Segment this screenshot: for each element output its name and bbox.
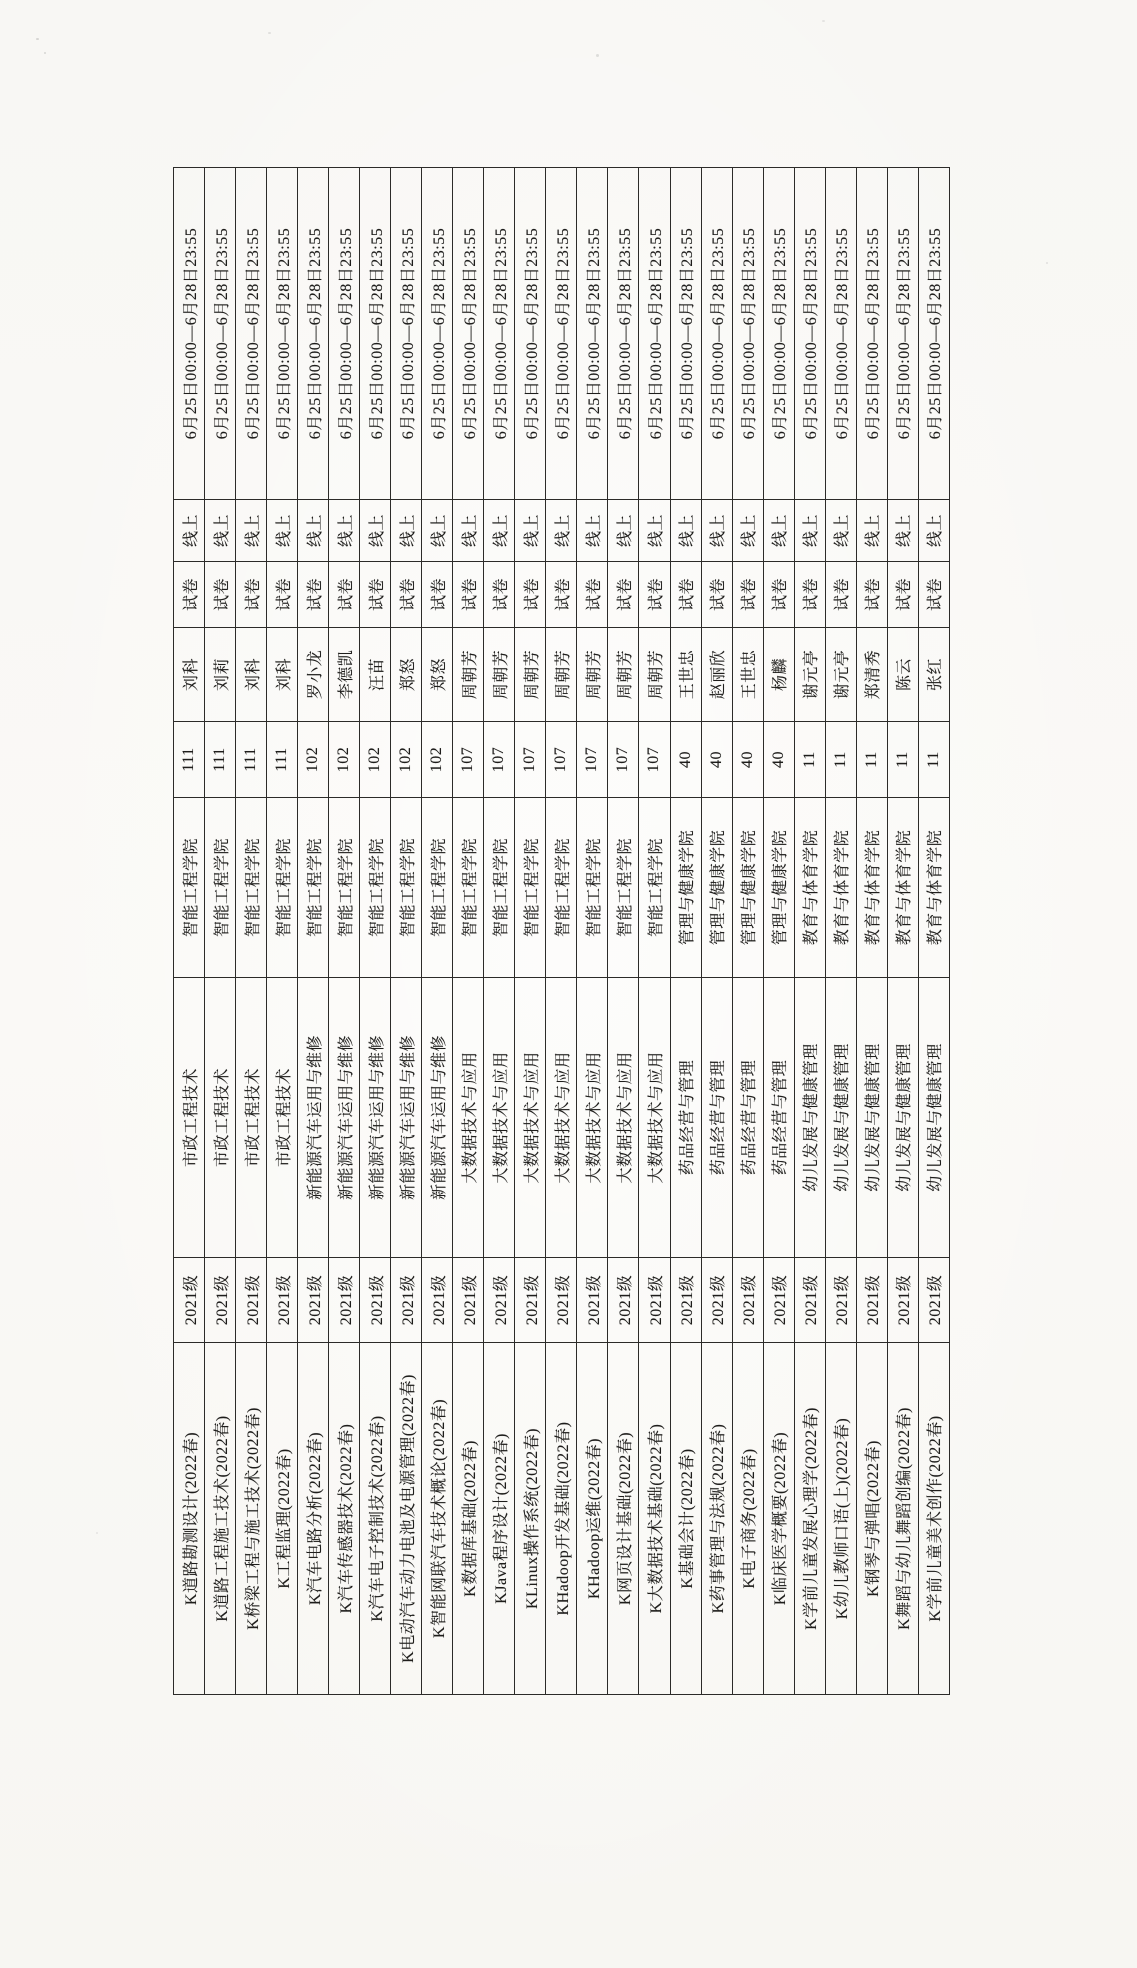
cell-exam-type: 试卷 <box>360 562 391 628</box>
cell-major: 大数据技术与应用 <box>639 978 670 1258</box>
exam-table-body <box>174 168 950 1695</box>
cell-course-name: K药事管理与法规(2022春) <box>701 1343 732 1695</box>
cell-major: 大数据技术与应用 <box>546 978 577 1258</box>
cell-room-number: 40 <box>732 722 763 798</box>
cell-exam-type: 试卷 <box>577 562 608 628</box>
cell-grade: 2021级 <box>360 1258 391 1343</box>
cell-exam-time: 6月25日00:00—6月28日23:55 <box>453 168 484 500</box>
cell-exam-type: 试卷 <box>329 562 360 628</box>
table-row <box>763 168 794 1695</box>
cell-exam-type: 试卷 <box>267 562 298 628</box>
cell-exam-mode: 线上 <box>236 500 267 562</box>
cell-exam-time: 6月25日00:00—6月28日23:55 <box>701 168 732 500</box>
cell-teacher: 郑清秀 <box>856 628 887 722</box>
cell-teacher: 杨麟 <box>763 628 794 722</box>
cell-exam-mode: 线上 <box>391 500 422 562</box>
cell-exam-mode: 线上 <box>887 500 918 562</box>
cell-grade: 2021级 <box>329 1258 360 1343</box>
cell-exam-mode: 线上 <box>732 500 763 562</box>
cell-exam-mode: 线上 <box>794 500 825 562</box>
cell-room-number: 107 <box>453 722 484 798</box>
cell-course-name: K舞蹈与幼儿舞蹈创编(2022春) <box>887 1343 918 1695</box>
cell-college: 智能工程学院 <box>329 798 360 978</box>
cell-teacher: 罗小龙 <box>298 628 329 722</box>
cell-grade: 2021级 <box>825 1258 856 1343</box>
cell-room-number: 102 <box>360 722 391 798</box>
cell-college: 智能工程学院 <box>639 798 670 978</box>
cell-exam-mode: 线上 <box>267 500 298 562</box>
table-row <box>391 168 422 1695</box>
cell-college: 智能工程学院 <box>453 798 484 978</box>
cell-major: 市政工程技术 <box>236 978 267 1258</box>
cell-grade: 2021级 <box>391 1258 422 1343</box>
table-row <box>856 168 887 1695</box>
cell-course-name: K网页设计基础(2022春) <box>608 1343 639 1695</box>
cell-exam-mode: 线上 <box>701 500 732 562</box>
table-row <box>732 168 763 1695</box>
cell-room-number: 107 <box>639 722 670 798</box>
cell-major: 新能源汽车运用与维修 <box>298 978 329 1258</box>
table-row <box>546 168 577 1695</box>
cell-teacher: 郑怒 <box>391 628 422 722</box>
cell-room-number: 107 <box>484 722 515 798</box>
cell-room-number: 111 <box>174 722 205 798</box>
cell-exam-type: 试卷 <box>639 562 670 628</box>
table-row <box>887 168 918 1695</box>
cell-exam-type: 试卷 <box>546 562 577 628</box>
cell-exam-mode: 线上 <box>422 500 453 562</box>
cell-major: 幼儿发展与健康管理 <box>918 978 949 1258</box>
table-row <box>515 168 546 1695</box>
cell-grade: 2021级 <box>918 1258 949 1343</box>
cell-college: 管理与健康学院 <box>763 798 794 978</box>
cell-room-number: 11 <box>918 722 949 798</box>
cell-college: 智能工程学院 <box>205 798 236 978</box>
cell-room-number: 11 <box>825 722 856 798</box>
cell-grade: 2021级 <box>267 1258 298 1343</box>
cell-exam-time: 6月25日00:00—6月28日23:55 <box>577 168 608 500</box>
cell-major: 药品经营与管理 <box>732 978 763 1258</box>
cell-course-name: K学前儿童美术创作(2022春) <box>918 1343 949 1695</box>
cell-teacher: 周朝芳 <box>453 628 484 722</box>
table-row <box>236 168 267 1695</box>
cell-college: 教育与体育学院 <box>918 798 949 978</box>
cell-exam-time: 6月25日00:00—6月28日23:55 <box>825 168 856 500</box>
cell-grade: 2021级 <box>298 1258 329 1343</box>
cell-college: 智能工程学院 <box>546 798 577 978</box>
cell-exam-type: 试卷 <box>887 562 918 628</box>
cell-exam-time: 6月25日00:00—6月28日23:55 <box>639 168 670 500</box>
cell-course-name: K基础会计(2022春) <box>670 1343 701 1695</box>
cell-grade: 2021级 <box>205 1258 236 1343</box>
cell-room-number: 40 <box>701 722 732 798</box>
cell-college: 智能工程学院 <box>236 798 267 978</box>
cell-major: 市政工程技术 <box>174 978 205 1258</box>
cell-exam-mode: 线上 <box>639 500 670 562</box>
exam-schedule-table <box>173 167 950 1695</box>
cell-major: 药品经营与管理 <box>701 978 732 1258</box>
cell-exam-time: 6月25日00:00—6月28日23:55 <box>515 168 546 500</box>
cell-teacher: 陈云 <box>887 628 918 722</box>
cell-room-number: 111 <box>236 722 267 798</box>
cell-teacher: 郑怒 <box>422 628 453 722</box>
cell-major: 幼儿发展与健康管理 <box>825 978 856 1258</box>
cell-exam-time: 6月25日00:00—6月28日23:55 <box>298 168 329 500</box>
cell-teacher: 刘莉 <box>205 628 236 722</box>
cell-college: 智能工程学院 <box>577 798 608 978</box>
cell-exam-mode: 线上 <box>856 500 887 562</box>
cell-room-number: 11 <box>794 722 825 798</box>
cell-exam-mode: 线上 <box>577 500 608 562</box>
cell-exam-type: 试卷 <box>236 562 267 628</box>
cell-grade: 2021级 <box>422 1258 453 1343</box>
cell-college: 管理与健康学院 <box>701 798 732 978</box>
table-row <box>794 168 825 1695</box>
scan-speck <box>96 1532 98 1534</box>
cell-exam-time: 6月25日00:00—6月28日23:55 <box>546 168 577 500</box>
table-row <box>267 168 298 1695</box>
cell-teacher: 刘科 <box>236 628 267 722</box>
cell-grade: 2021级 <box>670 1258 701 1343</box>
cell-exam-mode: 线上 <box>670 500 701 562</box>
cell-exam-type: 试卷 <box>825 562 856 628</box>
table-row <box>639 168 670 1695</box>
cell-course-name: KJava程序设计(2022春) <box>484 1343 515 1695</box>
cell-exam-time: 6月25日00:00—6月28日23:55 <box>329 168 360 500</box>
cell-grade: 2021级 <box>856 1258 887 1343</box>
cell-exam-time: 6月25日00:00—6月28日23:55 <box>732 168 763 500</box>
cell-grade: 2021级 <box>887 1258 918 1343</box>
cell-grade: 2021级 <box>763 1258 794 1343</box>
cell-room-number: 11 <box>856 722 887 798</box>
cell-exam-time: 6月25日00:00—6月28日23:55 <box>236 168 267 500</box>
cell-course-name: KHadoop运维(2022春) <box>577 1343 608 1695</box>
cell-exam-type: 试卷 <box>453 562 484 628</box>
cell-exam-type: 试卷 <box>918 562 949 628</box>
cell-exam-mode: 线上 <box>546 500 577 562</box>
table-row <box>825 168 856 1695</box>
cell-exam-mode: 线上 <box>825 500 856 562</box>
cell-room-number: 11 <box>887 722 918 798</box>
cell-teacher: 周朝芳 <box>608 628 639 722</box>
cell-major: 新能源汽车运用与维修 <box>360 978 391 1258</box>
cell-grade: 2021级 <box>608 1258 639 1343</box>
table-row <box>174 168 205 1695</box>
cell-exam-mode: 线上 <box>174 500 205 562</box>
cell-course-name: K电动汽车动力电池及电源管理(2022春) <box>391 1343 422 1695</box>
cell-major: 市政工程技术 <box>267 978 298 1258</box>
cell-major: 幼儿发展与健康管理 <box>887 978 918 1258</box>
cell-grade: 2021级 <box>577 1258 608 1343</box>
cell-teacher: 周朝芳 <box>484 628 515 722</box>
cell-major: 幼儿发展与健康管理 <box>794 978 825 1258</box>
cell-exam-type: 试卷 <box>298 562 329 628</box>
cell-grade: 2021级 <box>453 1258 484 1343</box>
cell-grade: 2021级 <box>794 1258 825 1343</box>
cell-teacher: 周朝芳 <box>546 628 577 722</box>
cell-course-name: K智能网联汽车技术概论(2022春) <box>422 1343 453 1695</box>
cell-college: 管理与健康学院 <box>670 798 701 978</box>
cell-room-number: 107 <box>608 722 639 798</box>
table-row <box>453 168 484 1695</box>
cell-course-name: KLinux操作系统(2022春) <box>515 1343 546 1695</box>
table-row <box>298 168 329 1695</box>
cell-grade: 2021级 <box>484 1258 515 1343</box>
cell-exam-time: 6月25日00:00—6月28日23:55 <box>763 168 794 500</box>
cell-course-name: K大数据技术基础(2022春) <box>639 1343 670 1695</box>
cell-exam-time: 6月25日00:00—6月28日23:55 <box>484 168 515 500</box>
cell-exam-mode: 线上 <box>608 500 639 562</box>
cell-room-number: 107 <box>515 722 546 798</box>
cell-exam-type: 试卷 <box>732 562 763 628</box>
cell-room-number: 40 <box>763 722 794 798</box>
cell-exam-time: 6月25日00:00—6月28日23:55 <box>174 168 205 500</box>
cell-teacher: 刘科 <box>174 628 205 722</box>
cell-major: 新能源汽车运用与维修 <box>391 978 422 1258</box>
cell-exam-type: 试卷 <box>763 562 794 628</box>
cell-teacher: 周朝芳 <box>577 628 608 722</box>
table-row <box>484 168 515 1695</box>
cell-exam-mode: 线上 <box>360 500 391 562</box>
cell-teacher: 赵丽欣 <box>701 628 732 722</box>
table-row <box>608 168 639 1695</box>
cell-exam-time: 6月25日00:00—6月28日23:55 <box>205 168 236 500</box>
cell-major: 大数据技术与应用 <box>608 978 639 1258</box>
cell-college: 智能工程学院 <box>515 798 546 978</box>
scan-speck <box>1046 262 1048 264</box>
cell-exam-mode: 线上 <box>329 500 360 562</box>
scan-speck <box>596 54 599 57</box>
cell-exam-time: 6月25日00:00—6月28日23:55 <box>608 168 639 500</box>
cell-exam-type: 试卷 <box>670 562 701 628</box>
cell-exam-type: 试卷 <box>794 562 825 628</box>
cell-exam-time: 6月25日00:00—6月28日23:55 <box>856 168 887 500</box>
cell-exam-type: 试卷 <box>856 562 887 628</box>
cell-room-number: 107 <box>546 722 577 798</box>
cell-college: 教育与体育学院 <box>856 798 887 978</box>
cell-major: 大数据技术与应用 <box>515 978 546 1258</box>
cell-room-number: 102 <box>298 722 329 798</box>
cell-exam-time: 6月25日00:00—6月28日23:55 <box>360 168 391 500</box>
cell-college: 智能工程学院 <box>360 798 391 978</box>
scan-speck <box>822 20 825 22</box>
cell-exam-mode: 线上 <box>298 500 329 562</box>
table-row <box>918 168 949 1695</box>
cell-exam-time: 6月25日00:00—6月28日23:55 <box>670 168 701 500</box>
cell-course-name: K临床医学概要(2022春) <box>763 1343 794 1695</box>
cell-room-number: 107 <box>577 722 608 798</box>
cell-course-name: K道路工程施工技术(2022春) <box>205 1343 236 1695</box>
cell-teacher: 王世忠 <box>732 628 763 722</box>
scan-speck <box>268 32 271 34</box>
cell-exam-mode: 线上 <box>205 500 236 562</box>
cell-course-name: KHadoop开发基础(2022春) <box>546 1343 577 1695</box>
cell-teacher: 刘科 <box>267 628 298 722</box>
cell-teacher: 周朝芳 <box>639 628 670 722</box>
cell-course-name: K钢琴与弹唱(2022春) <box>856 1343 887 1695</box>
rotated-exam-table <box>173 168 950 1695</box>
cell-room-number: 111 <box>205 722 236 798</box>
cell-teacher: 王世忠 <box>670 628 701 722</box>
cell-exam-time: 6月25日00:00—6月28日23:55 <box>794 168 825 500</box>
cell-course-name: K桥梁工程与施工技术(2022春) <box>236 1343 267 1695</box>
cell-course-name: K汽车电路分析(2022春) <box>298 1343 329 1695</box>
cell-college: 智能工程学院 <box>298 798 329 978</box>
cell-room-number: 102 <box>422 722 453 798</box>
cell-college: 智能工程学院 <box>422 798 453 978</box>
cell-teacher: 谢元亭 <box>825 628 856 722</box>
cell-room-number: 102 <box>329 722 360 798</box>
cell-exam-type: 试卷 <box>174 562 205 628</box>
cell-exam-time: 6月25日00:00—6月28日23:55 <box>267 168 298 500</box>
cell-college: 智能工程学院 <box>174 798 205 978</box>
cell-college: 管理与健康学院 <box>732 798 763 978</box>
table-row <box>205 168 236 1695</box>
cell-exam-mode: 线上 <box>763 500 794 562</box>
cell-grade: 2021级 <box>174 1258 205 1343</box>
cell-course-name: K道路勘测设计(2022春) <box>174 1343 205 1695</box>
cell-exam-type: 试卷 <box>484 562 515 628</box>
cell-grade: 2021级 <box>236 1258 267 1343</box>
table-row <box>577 168 608 1695</box>
cell-major: 新能源汽车运用与维修 <box>329 978 360 1258</box>
cell-college: 教育与体育学院 <box>825 798 856 978</box>
cell-exam-type: 试卷 <box>515 562 546 628</box>
cell-course-name: K汽车电子控制技术(2022春) <box>360 1343 391 1695</box>
cell-major: 药品经营与管理 <box>670 978 701 1258</box>
cell-teacher: 张红 <box>918 628 949 722</box>
cell-exam-type: 试卷 <box>422 562 453 628</box>
cell-major: 新能源汽车运用与维修 <box>422 978 453 1258</box>
cell-college: 智能工程学院 <box>608 798 639 978</box>
cell-exam-mode: 线上 <box>484 500 515 562</box>
cell-exam-mode: 线上 <box>453 500 484 562</box>
cell-exam-type: 试卷 <box>608 562 639 628</box>
cell-exam-type: 试卷 <box>701 562 732 628</box>
table-row <box>670 168 701 1695</box>
cell-major: 市政工程技术 <box>205 978 236 1258</box>
cell-teacher: 汪苗 <box>360 628 391 722</box>
cell-grade: 2021级 <box>515 1258 546 1343</box>
cell-course-name: K幼儿教师口语(上)(2022春) <box>825 1343 856 1695</box>
cell-college: 教育与体育学院 <box>794 798 825 978</box>
table-row <box>422 168 453 1695</box>
table-row <box>360 168 391 1695</box>
cell-course-name: K学前儿童发展心理学(2022春) <box>794 1343 825 1695</box>
cell-teacher: 周朝芳 <box>515 628 546 722</box>
cell-exam-time: 6月25日00:00—6月28日23:55 <box>422 168 453 500</box>
cell-course-name: K数据库基础(2022春) <box>453 1343 484 1695</box>
cell-teacher: 谢元亭 <box>794 628 825 722</box>
cell-exam-time: 6月25日00:00—6月28日23:55 <box>887 168 918 500</box>
cell-course-name: K电子商务(2022春) <box>732 1343 763 1695</box>
cell-major: 药品经营与管理 <box>763 978 794 1258</box>
cell-teacher: 李德凯 <box>329 628 360 722</box>
cell-grade: 2021级 <box>701 1258 732 1343</box>
table-row <box>329 168 360 1695</box>
cell-grade: 2021级 <box>639 1258 670 1343</box>
cell-major: 大数据技术与应用 <box>484 978 515 1258</box>
cell-room-number: 111 <box>267 722 298 798</box>
cell-exam-time: 6月25日00:00—6月28日23:55 <box>391 168 422 500</box>
cell-major: 幼儿发展与健康管理 <box>856 978 887 1258</box>
scan-speck <box>44 52 46 54</box>
cell-college: 教育与体育学院 <box>887 798 918 978</box>
table-row <box>701 168 732 1695</box>
cell-exam-type: 试卷 <box>205 562 236 628</box>
cell-exam-mode: 线上 <box>918 500 949 562</box>
cell-exam-mode: 线上 <box>515 500 546 562</box>
cell-grade: 2021级 <box>546 1258 577 1343</box>
cell-major: 大数据技术与应用 <box>453 978 484 1258</box>
cell-course-name: K工程监理(2022春) <box>267 1343 298 1695</box>
cell-exam-time: 6月25日00:00—6月28日23:55 <box>918 168 949 500</box>
cell-major: 大数据技术与应用 <box>577 978 608 1258</box>
cell-college: 智能工程学院 <box>267 798 298 978</box>
cell-course-name: K汽车传感器技术(2022春) <box>329 1343 360 1695</box>
cell-room-number: 102 <box>391 722 422 798</box>
scan-speck <box>36 38 39 40</box>
cell-college: 智能工程学院 <box>484 798 515 978</box>
cell-room-number: 40 <box>670 722 701 798</box>
cell-grade: 2021级 <box>732 1258 763 1343</box>
cell-college: 智能工程学院 <box>391 798 422 978</box>
cell-exam-type: 试卷 <box>391 562 422 628</box>
